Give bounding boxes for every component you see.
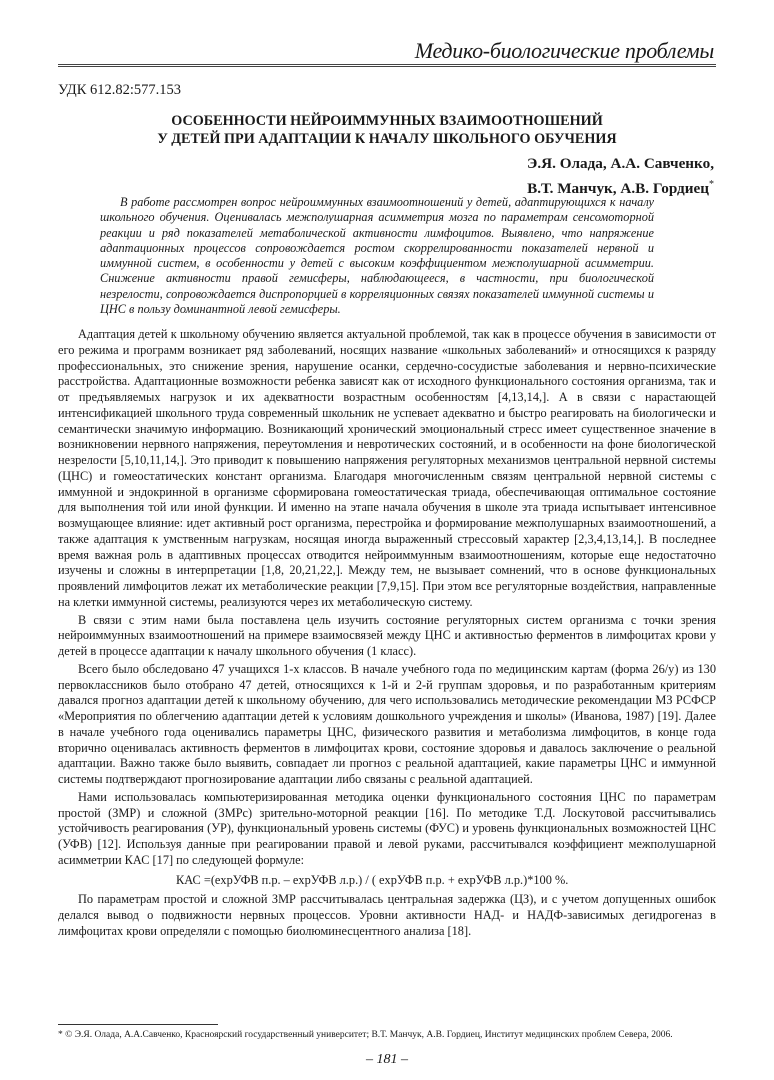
udc-code: УДК 612.82:577.153 [58,82,182,98]
article-body [58,327,716,940]
authors-line-2-text: В.Т. Манчук, А.В. Гордиец [527,180,709,198]
paragraph-1: Адаптация детей к школьному обучению является актуальной проблемой, так как в процессе обучения в зависимости от его режима и программ возникает ряд заболеваний, носящих название «школьных заболеваний» и относящихся к разряду профессиональных, это снижение зрения, нарушение осанки, сердечно-сосудистые заболевания и нервно-психические расстройства. Адаптационные возможности ребенка зависят как от исходного функционального состояния организма, так и от предъявляемых нагрузок и их адекватности возрастным особенностям [4,13,14,]. А в связи с нарастающей интенсификацией школьного труда современный школьник не успевает адекватно и быстро реагировать на биологически и семантически значимую информацию. Возникающий хронический эмоциональный стресс имеет существенное значение в возникновении нервного напряжения, переутомления и невротических состояний, и в особенности на фоне биологической незрелости [5,10,11,14,]. Это приводит к повышению напряжения регуляторных механизмов центральной нервной системы (ЦНС) и гомеостатических констант организма. Благодаря многочисленным связям центральной нервной системы с иммунной и эндокринной в организме сформирована гомеостатическая триада, обеспечивающая оптимальное состояние для выполнения той или иной функции. И именно на этапе начала обучения в школе эта триада испытывает интенсивное возмущающее влияние: идет активный рост организма, перестройка и формирование межполушарных взаимоотношений, а также адаптация к умственным нагрузкам, носящая иногда выраженный стрессовый характер [2,3,4,13,14,]. В последнее время важная роль в адаптивных процессах отводится нейроиммунным взаимоотношениям, которые еще недостаточно изучены и сложны в интерпретации [1,8, 20,21,22,]. Между тем, не вызывает сомнений, что в основе функциональных проявлений лимфоцитов лежат их метаболические реакции [7,9,15]. При этом все регуляторные воздействия, направленные на клетки иммунной системы, реализуются через их метаболическую систему. [58,327,716,609]
paragraph-5: По параметрам простой и сложной ЗМР рассчитывалась центральная задержка (ЦЗ), и с учетом допущенных ошибок делался вывод о подвижности нервных процессов. Уровни активности НАД- и НАДФ-зависимых дегидрогеназ в лимфоцитах крови определяли с помощью биолюминесцентного анализа [18]. [58,892,716,938]
abstract: В работе рассмотрен вопрос нейроиммунных взаимоотношений у детей, адаптирующихся к началу школьного обучения. Оценивалась межполушарная асимметрия мозга по параметрам сенсомоторной реакции и ряд показателей метаболической активности лимфоцитов. Выявлено, что напряжение адаптационных процессов сопровождается ростом скоррелированности показателей нервной и иммунной систем, в особенности у детей с высоким коэффициентом межполушарной асимметрии. Снижение активности правой гемисферы, наблюдающееся, в частности, при биологической незрелости, сопровождается диспропорцией в корреляционных связях показателей иммунной системы и ЦНС в пользу доминантной левой гемисферы. [100,195,654,317]
article-title [58,112,716,148]
title-line-1: ОСОБЕННОСТИ НЕЙРОИММУННЫХ ВЗАИМООТНОШЕНИЙ [171,113,603,129]
running-header: Медико-биологические проблемы [414,38,714,63]
footnote: * © Э.Я. Олада, А.А.Савченко, Красноярский государственный университет; В.Т. Манчук, А.В. Гордиец, Институт медицинских проблем Севера, 2006. [58,1030,673,1040]
authors-footnote-mark: * [709,179,714,190]
footnote-rule [58,1024,218,1025]
authors [527,153,714,199]
paragraph-2: В связи с этим нами была поставлена цель изучить состояние регуляторных систем организма с точки зрения нейроиммунных взаимоотношений на примере взаимосвязей между ЦНС и активностью ферментов в лимфоцитах крови у детей в процессе адаптации к началу школьного обучения (1 класс). [58,612,716,658]
paragraph-3: Всего было обследовано 47 учащихся 1-х классов. В начале учебного года по медицинским картам (форма 26/у) из 130 первоклассников было отобрано 47 детей, относящихся к 1-й и 2-й группам здоровья, и по разработанным критериям давался прогноз адаптации детей к школьному обучению, для чего использовались методические рекомендации МЗ РСФСР «Мероприятия по облегчению адаптации детей к условиям дошкольного учреждения и школы» (Иванова, 1987) [19]. Далее в начале учебного года оценивались параметры ЦНС, физического развития и метаболизма лимфоцитов, в конце года вторично оценивалась активность ферментов в лимфоцитах крови, состояние здоровья и давалось заключение о реальной адаптации. Важно также было выявить, совпадает ли прогноз с реальной адаптацией, какие параметры ЦНС и иммунной системы подтверждают прогнозирование адаптации либо связаны с реальной адаптацией. [58,661,716,786]
kas-formula: КАС =(expУФВ п.р. – expУФВ л.р.) / ( expУФВ п.р. + expУФВ л.р.)*100 %. [176,872,569,887]
title-line-2: У ДЕТЕЙ ПРИ АДАПТАЦИИ К НАЧАЛУ ШКОЛЬНОГО ОБУЧЕНИЯ [157,131,617,147]
authors-line-1: Э.Я. Олада, А.А. Савченко, [527,155,714,172]
page-number: – 181 – [366,1052,408,1067]
paragraph-4: Нами использовалась компьютеризированная методика оценки функционального состояния ЦНС по параметрам простой (ЗМР) и сложной (ЗМРс) зрительно-моторной реакции [16]. По методике Т.Д. Лоскутовой рассчитывались устойчивость реагирования (УР), функциональный уровень системы (ФУС) и уровень функциональных возможностей ЦНС (УФВ) [12]. Используя данные при реагировании правой и левой руками, рассчитывался коэффициент межполушарной асимметрии КАС [17] по следующей формуле: [58,789,716,867]
header-rule [58,64,716,67]
